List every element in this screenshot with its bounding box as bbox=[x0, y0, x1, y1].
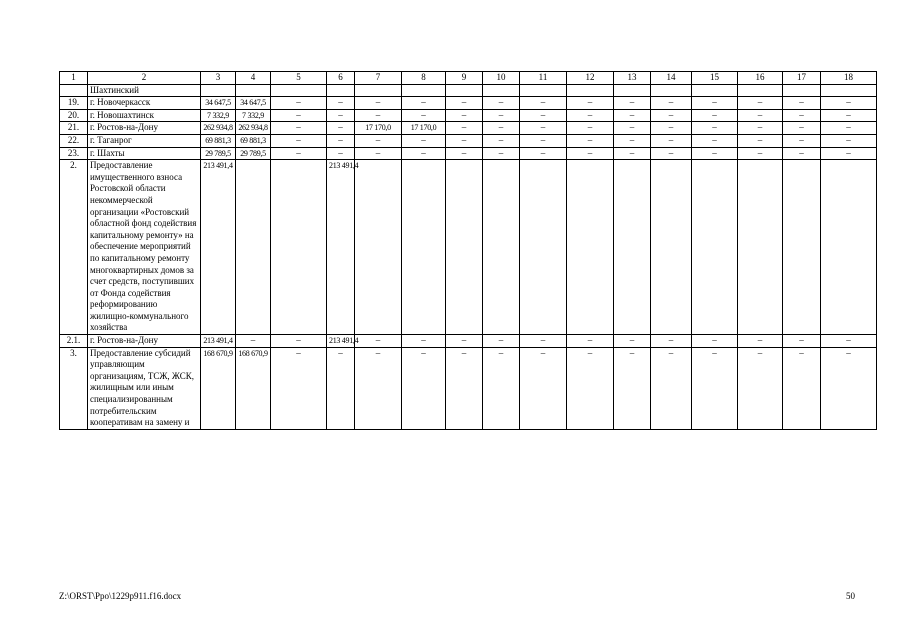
value-cell: – bbox=[783, 122, 821, 135]
value-cell: – bbox=[271, 335, 327, 348]
value-cell: – bbox=[651, 347, 692, 429]
value-cell: – bbox=[614, 109, 651, 122]
value-cell: – bbox=[821, 122, 877, 135]
value-cell: – bbox=[520, 335, 567, 348]
table-header-row bbox=[60, 72, 877, 85]
value-cell bbox=[402, 84, 446, 97]
value-cell: 7 332,9 bbox=[201, 109, 236, 122]
value-cell: – bbox=[520, 134, 567, 147]
value-cell: – bbox=[821, 134, 877, 147]
row-number: 23. bbox=[60, 147, 88, 160]
value-cell: – bbox=[483, 97, 520, 110]
value-cell: – bbox=[402, 347, 446, 429]
value-cell: – bbox=[446, 147, 483, 160]
table-row bbox=[60, 347, 877, 429]
value-cell: – bbox=[738, 147, 783, 160]
column-header: 7 bbox=[355, 72, 402, 85]
column-header: 16 bbox=[738, 72, 783, 85]
column-header: 6 bbox=[327, 72, 355, 85]
value-cell: 34 647,5 bbox=[201, 97, 236, 110]
value-cell bbox=[783, 84, 821, 97]
value-cell: – bbox=[567, 109, 614, 122]
value-cell bbox=[355, 160, 402, 335]
value-cell: – bbox=[446, 122, 483, 135]
value-cell: – bbox=[738, 122, 783, 135]
value-cell bbox=[783, 160, 821, 335]
value-cell bbox=[483, 84, 520, 97]
budget-table bbox=[59, 71, 877, 430]
value-cell: – bbox=[402, 97, 446, 110]
column-header: 18 bbox=[821, 72, 877, 85]
value-cell bbox=[483, 160, 520, 335]
footer-file-path: Z:\ORST\Ppo\1229p911.f16.docx bbox=[59, 591, 182, 601]
value-cell: 29 789,5 bbox=[201, 147, 236, 160]
value-cell: 213 491,4 bbox=[327, 160, 355, 335]
value-cell: – bbox=[651, 147, 692, 160]
table-row bbox=[60, 84, 877, 97]
row-name: Предоставление субсидий управляющим организациям, ТСЖ, ЖСК, жилищным или иным специализированным потребительским кооперативам на замену и bbox=[88, 347, 201, 429]
table-row bbox=[60, 134, 877, 147]
column-header: 9 bbox=[446, 72, 483, 85]
value-cell: – bbox=[402, 335, 446, 348]
value-cell: – bbox=[614, 347, 651, 429]
value-cell bbox=[236, 84, 271, 97]
value-cell: 168 670,9 bbox=[201, 347, 236, 429]
value-cell: – bbox=[567, 147, 614, 160]
value-cell: – bbox=[271, 134, 327, 147]
value-cell: – bbox=[692, 109, 738, 122]
value-cell: – bbox=[520, 109, 567, 122]
value-cell bbox=[738, 84, 783, 97]
value-cell bbox=[446, 160, 483, 335]
value-cell: – bbox=[355, 335, 402, 348]
value-cell: – bbox=[446, 97, 483, 110]
value-cell: – bbox=[271, 109, 327, 122]
value-cell: – bbox=[483, 109, 520, 122]
value-cell: – bbox=[614, 147, 651, 160]
value-cell: – bbox=[692, 122, 738, 135]
value-cell: 168 670,9 bbox=[236, 347, 271, 429]
value-cell: – bbox=[446, 109, 483, 122]
value-cell: – bbox=[692, 147, 738, 160]
value-cell bbox=[271, 84, 327, 97]
value-cell: – bbox=[402, 134, 446, 147]
column-header: 11 bbox=[520, 72, 567, 85]
value-cell bbox=[614, 160, 651, 335]
row-number: 22. bbox=[60, 134, 88, 147]
value-cell: – bbox=[327, 97, 355, 110]
value-cell: – bbox=[271, 347, 327, 429]
value-cell bbox=[821, 160, 877, 335]
column-header: 17 bbox=[783, 72, 821, 85]
value-cell: – bbox=[520, 347, 567, 429]
value-cell: – bbox=[355, 134, 402, 147]
column-header: 8 bbox=[402, 72, 446, 85]
value-cell: – bbox=[821, 335, 877, 348]
value-cell: 262 934,8 bbox=[201, 122, 236, 135]
value-cell: – bbox=[783, 335, 821, 348]
value-cell: 213 491,4 bbox=[327, 335, 355, 348]
value-cell: – bbox=[651, 109, 692, 122]
row-number: 19. bbox=[60, 97, 88, 110]
value-cell: 7 332,9 bbox=[236, 109, 271, 122]
value-cell bbox=[651, 84, 692, 97]
value-cell bbox=[614, 84, 651, 97]
value-cell: – bbox=[692, 97, 738, 110]
value-cell: – bbox=[355, 347, 402, 429]
column-header: 15 bbox=[692, 72, 738, 85]
table-row bbox=[60, 97, 877, 110]
column-header: 13 bbox=[614, 72, 651, 85]
value-cell: 213 491,4 bbox=[201, 335, 236, 348]
column-header: 1 bbox=[60, 72, 88, 85]
row-name: г. Новошахтинск bbox=[88, 109, 201, 122]
value-cell bbox=[355, 84, 402, 97]
value-cell bbox=[567, 84, 614, 97]
value-cell: – bbox=[614, 335, 651, 348]
row-name: г. Ростов-на-Дону bbox=[88, 335, 201, 348]
value-cell: – bbox=[567, 122, 614, 135]
value-cell: – bbox=[738, 109, 783, 122]
value-cell: – bbox=[327, 147, 355, 160]
value-cell: – bbox=[783, 109, 821, 122]
table-row bbox=[60, 160, 877, 335]
value-cell: – bbox=[355, 147, 402, 160]
value-cell: 17 170,0 bbox=[355, 122, 402, 135]
value-cell: – bbox=[783, 134, 821, 147]
value-cell: – bbox=[483, 335, 520, 348]
row-number: 2. bbox=[60, 160, 88, 335]
value-cell: – bbox=[821, 147, 877, 160]
value-cell: – bbox=[402, 109, 446, 122]
row-name: г. Ростов-на-Дону bbox=[88, 122, 201, 135]
value-cell: – bbox=[783, 347, 821, 429]
row-name: г. Шахты bbox=[88, 147, 201, 160]
value-cell bbox=[327, 84, 355, 97]
table-row bbox=[60, 122, 877, 135]
value-cell: – bbox=[520, 97, 567, 110]
table-row bbox=[60, 335, 877, 348]
value-cell: – bbox=[446, 335, 483, 348]
value-cell: – bbox=[614, 134, 651, 147]
value-cell: – bbox=[327, 122, 355, 135]
value-cell: – bbox=[692, 134, 738, 147]
value-cell: – bbox=[738, 347, 783, 429]
value-cell: – bbox=[821, 97, 877, 110]
value-cell: – bbox=[446, 134, 483, 147]
value-cell: – bbox=[355, 97, 402, 110]
value-cell bbox=[692, 160, 738, 335]
value-cell: – bbox=[355, 109, 402, 122]
value-cell: 17 170,0 bbox=[402, 122, 446, 135]
row-number: 21. bbox=[60, 122, 88, 135]
value-cell: – bbox=[567, 335, 614, 348]
value-cell bbox=[271, 160, 327, 335]
row-name: Шахтинский bbox=[88, 84, 201, 97]
value-cell: – bbox=[327, 347, 355, 429]
value-cell: 34 647,5 bbox=[236, 97, 271, 110]
value-cell: – bbox=[651, 134, 692, 147]
row-name: Предоставление имущественного взноса Ростовской области некоммерческой организации «Ростовский областной фонд содействия капитальному ремонту» на обеспечение мероприятий по капитальному ремонту многоквартирных домов за счет средств, поступивших от Фонда содействия реформированию жилищно-коммунального хозяйства bbox=[88, 160, 201, 335]
value-cell: 262 934,8 bbox=[236, 122, 271, 135]
value-cell: – bbox=[402, 147, 446, 160]
value-cell bbox=[236, 160, 271, 335]
value-cell: – bbox=[614, 122, 651, 135]
value-cell: – bbox=[520, 122, 567, 135]
value-cell bbox=[651, 160, 692, 335]
value-cell bbox=[520, 160, 567, 335]
value-cell: – bbox=[738, 335, 783, 348]
value-cell: – bbox=[483, 147, 520, 160]
value-cell: – bbox=[738, 97, 783, 110]
value-cell: – bbox=[651, 97, 692, 110]
column-header: 3 bbox=[201, 72, 236, 85]
value-cell: – bbox=[271, 122, 327, 135]
value-cell: – bbox=[271, 97, 327, 110]
value-cell bbox=[692, 84, 738, 97]
value-cell: – bbox=[567, 97, 614, 110]
value-cell: – bbox=[236, 335, 271, 348]
row-number: 20. bbox=[60, 109, 88, 122]
value-cell: – bbox=[271, 147, 327, 160]
value-cell: – bbox=[327, 134, 355, 147]
column-header: 2 bbox=[88, 72, 201, 85]
value-cell: – bbox=[783, 147, 821, 160]
column-header: 14 bbox=[651, 72, 692, 85]
column-header: 5 bbox=[271, 72, 327, 85]
value-cell: – bbox=[483, 134, 520, 147]
row-name: г. Таганрог bbox=[88, 134, 201, 147]
row-number: 2.1. bbox=[60, 335, 88, 348]
value-cell: – bbox=[651, 122, 692, 135]
value-cell bbox=[567, 160, 614, 335]
row-name: г. Новочеркасск bbox=[88, 97, 201, 110]
value-cell: 69 881,3 bbox=[201, 134, 236, 147]
value-cell: – bbox=[567, 347, 614, 429]
table-row bbox=[60, 147, 877, 160]
value-cell: – bbox=[446, 347, 483, 429]
row-number: 3. bbox=[60, 347, 88, 429]
table-row bbox=[60, 109, 877, 122]
value-cell: 29 789,5 bbox=[236, 147, 271, 160]
value-cell bbox=[446, 84, 483, 97]
value-cell: – bbox=[327, 109, 355, 122]
value-cell: – bbox=[821, 347, 877, 429]
value-cell: – bbox=[783, 97, 821, 110]
footer-page-number: 50 bbox=[846, 591, 855, 601]
value-cell bbox=[201, 84, 236, 97]
value-cell: – bbox=[483, 122, 520, 135]
row-number bbox=[60, 84, 88, 97]
value-cell bbox=[738, 160, 783, 335]
value-cell bbox=[520, 84, 567, 97]
value-cell: – bbox=[651, 335, 692, 348]
value-cell: – bbox=[614, 97, 651, 110]
column-header: 10 bbox=[483, 72, 520, 85]
value-cell: – bbox=[483, 347, 520, 429]
value-cell: – bbox=[567, 134, 614, 147]
value-cell: 213 491,4 bbox=[201, 160, 236, 335]
column-header: 4 bbox=[236, 72, 271, 85]
value-cell: – bbox=[738, 134, 783, 147]
column-header: 12 bbox=[567, 72, 614, 85]
value-cell bbox=[821, 84, 877, 97]
table-body bbox=[60, 72, 877, 430]
value-cell: 69 881,3 bbox=[236, 134, 271, 147]
value-cell: – bbox=[821, 109, 877, 122]
value-cell: – bbox=[692, 347, 738, 429]
value-cell bbox=[402, 160, 446, 335]
value-cell: – bbox=[692, 335, 738, 348]
value-cell: – bbox=[520, 147, 567, 160]
